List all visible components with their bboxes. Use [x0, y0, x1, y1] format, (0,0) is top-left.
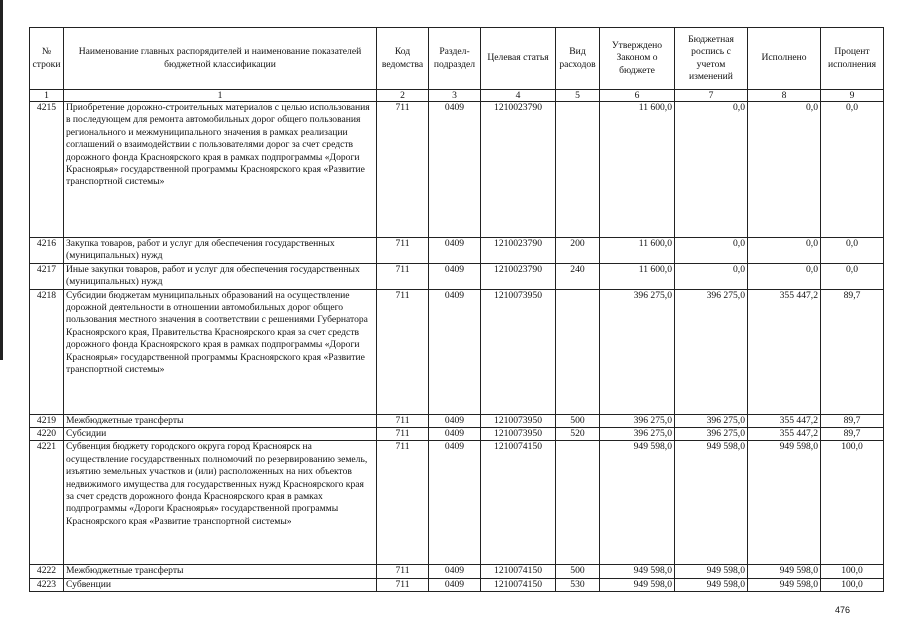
row-expense-type: 500 — [556, 414, 600, 427]
row-section: 0409 — [429, 441, 481, 565]
row-section: 0409 — [429, 289, 481, 414]
row-expense-type — [556, 289, 600, 414]
row-percent: 100,0 — [821, 565, 884, 578]
row-number: 4223 — [30, 578, 64, 591]
header-section: Раздел-подраздел — [429, 28, 481, 90]
table-row — [30, 428, 884, 441]
row-dept-code: 711 — [377, 263, 429, 289]
row-expense-type: 530 — [556, 578, 600, 591]
row-name: Субсидии — [64, 428, 377, 441]
row-number: 4216 — [30, 238, 64, 264]
header-percent: Процент исполнения — [821, 28, 884, 90]
row-percent: 89,7 — [821, 428, 884, 441]
row-expense-type: 200 — [556, 238, 600, 264]
row-executed: 949 598,0 — [748, 578, 821, 591]
row-name: Закупка товаров, работ и услуг для обеспечения государственных (муниципальных) нужд — [64, 238, 377, 264]
row-budget-list: 949 598,0 — [675, 565, 748, 578]
row-number: 4220 — [30, 428, 64, 441]
row-budget-list: 949 598,0 — [675, 578, 748, 591]
column-number: 9 — [821, 90, 884, 102]
row-budget-list: 0,0 — [675, 102, 748, 238]
row-percent: 89,7 — [821, 414, 884, 427]
header-budget-list: Бюджетная роспись с учетом изменений — [675, 28, 748, 90]
row-target: 1210023790 — [481, 102, 556, 238]
row-executed: 949 598,0 — [748, 441, 821, 565]
table-row — [30, 102, 884, 238]
column-number: 2 — [377, 90, 429, 102]
row-section: 0409 — [429, 238, 481, 264]
row-section: 0409 — [429, 428, 481, 441]
row-section: 0409 — [429, 102, 481, 238]
row-dept-code: 711 — [377, 441, 429, 565]
row-target: 1210074150 — [481, 578, 556, 591]
row-executed: 0,0 — [748, 102, 821, 238]
table-row — [30, 565, 884, 578]
row-dept-code: 711 — [377, 102, 429, 238]
table-row — [30, 289, 884, 414]
row-approved: 396 275,0 — [600, 428, 675, 441]
column-number: 1 — [30, 90, 64, 102]
scan-edge-bar — [0, 0, 3, 360]
budget-table — [29, 27, 884, 592]
row-approved: 396 275,0 — [600, 414, 675, 427]
row-budget-list: 0,0 — [675, 263, 748, 289]
header-target: Целевая статья — [481, 28, 556, 90]
table-row — [30, 441, 884, 565]
row-budget-list: 949 598,0 — [675, 441, 748, 565]
row-number: 4219 — [30, 414, 64, 427]
row-dept-code: 711 — [377, 414, 429, 427]
row-budget-list: 396 275,0 — [675, 428, 748, 441]
row-executed: 355 447,2 — [748, 289, 821, 414]
row-target: 1210023790 — [481, 263, 556, 289]
header-executed: Исполнено — [748, 28, 821, 90]
row-approved: 11 600,0 — [600, 263, 675, 289]
row-approved: 11 600,0 — [600, 238, 675, 264]
row-dept-code: 711 — [377, 578, 429, 591]
row-name: Субвенция бюджету городского округа город Красноярск на осуществление государственных полномочий по резервированию земель, изъятию земельных участков и (или) расположенных на них объектов недвижимого имущества для государственных нужд Красноярского края за счет средств дорожного фонда Красноярского края в рамках подпрограммы «Дороги Красноярья» государственной программы Красноярского края «Развитие транспортной системы» — [64, 441, 377, 565]
row-executed: 0,0 — [748, 238, 821, 264]
row-target: 1210074150 — [481, 441, 556, 565]
row-number: 4215 — [30, 102, 64, 238]
row-section: 0409 — [429, 578, 481, 591]
row-target: 1210074150 — [481, 565, 556, 578]
row-percent: 100,0 — [821, 441, 884, 565]
row-number: 4222 — [30, 565, 64, 578]
row-name: Субсидии бюджетам муниципальных образований на осуществление дорожной деятельности в отношении автомобильных дорог общего пользования местного значения в соответствии с решениями Губернатора Красноярского края, Правительства Красноярского края за счет средств дорожного фонда Красноярского края в рамках подпрограммы «Дороги Красноярья» государственной программы Красноярского края «Развитие транспортной системы» — [64, 289, 377, 414]
row-percent: 89,7 — [821, 289, 884, 414]
row-target: 1210073950 — [481, 414, 556, 427]
row-target: 1210073950 — [481, 289, 556, 414]
row-approved: 949 598,0 — [600, 578, 675, 591]
row-executed: 355 447,2 — [748, 414, 821, 427]
row-percent: 0,0 — [821, 263, 884, 289]
header-name: Наименование главных распорядителей и наименование показателей бюджетной классификации — [64, 28, 377, 90]
row-name: Иные закупки товаров, работ и услуг для обеспечения государственных (муниципальных) нужд — [64, 263, 377, 289]
row-percent: 0,0 — [821, 238, 884, 264]
row-target: 1210023790 — [481, 238, 556, 264]
column-number: 8 — [748, 90, 821, 102]
column-number: 3 — [429, 90, 481, 102]
row-executed: 949 598,0 — [748, 565, 821, 578]
row-executed: 355 447,2 — [748, 428, 821, 441]
column-number: 1 — [64, 90, 377, 102]
table-row — [30, 414, 884, 427]
row-target: 1210073950 — [481, 428, 556, 441]
row-number: 4218 — [30, 289, 64, 414]
row-expense-type: 500 — [556, 565, 600, 578]
row-budget-list: 396 275,0 — [675, 289, 748, 414]
header-row-no: № строки — [30, 28, 64, 90]
row-expense-type: 240 — [556, 263, 600, 289]
column-number: 7 — [675, 90, 748, 102]
row-dept-code: 711 — [377, 289, 429, 414]
row-number: 4217 — [30, 263, 64, 289]
column-number-row — [30, 90, 884, 102]
column-number: 6 — [600, 90, 675, 102]
header-approved: Утверждено Законом о бюджете — [600, 28, 675, 90]
column-number: 4 — [481, 90, 556, 102]
row-percent: 100,0 — [821, 578, 884, 591]
column-number: 5 — [556, 90, 600, 102]
header-dept-code: Код ведомства — [377, 28, 429, 90]
row-name: Межбюджетные трансферты — [64, 565, 377, 578]
row-expense-type — [556, 441, 600, 565]
row-dept-code: 711 — [377, 238, 429, 264]
header-row — [30, 28, 884, 90]
page-number: 476 — [834, 605, 850, 615]
row-name: Приобретение дорожно-строительных материалов с целью использования в последующем для ремонта автомобильных дорог общего пользования регионального и межмуниципального значения в рамках реализации соглашений о взаимодействии с пользователями дорог за счет средств дорожного фонда Красноярского края в рамках подпрограммы «Дороги Красноярья» государственной программы Красноярского края «Развитие транспортной системы» — [64, 102, 377, 238]
row-dept-code: 711 — [377, 565, 429, 578]
row-executed: 0,0 — [748, 263, 821, 289]
row-dept-code: 711 — [377, 428, 429, 441]
row-budget-list: 0,0 — [675, 238, 748, 264]
row-name: Межбюджетные трансферты — [64, 414, 377, 427]
row-section: 0409 — [429, 263, 481, 289]
row-approved: 396 275,0 — [600, 289, 675, 414]
row-number: 4221 — [30, 441, 64, 565]
table-row — [30, 578, 884, 591]
row-approved: 949 598,0 — [600, 441, 675, 565]
row-percent: 0,0 — [821, 102, 884, 238]
table-row — [30, 238, 884, 264]
header-expense-type: Вид расходов — [556, 28, 600, 90]
table-row — [30, 263, 884, 289]
row-approved: 949 598,0 — [600, 565, 675, 578]
row-section: 0409 — [429, 414, 481, 427]
row-budget-list: 396 275,0 — [675, 414, 748, 427]
row-name: Субвенции — [64, 578, 377, 591]
row-approved: 11 600,0 — [600, 102, 675, 238]
row-expense-type — [556, 102, 600, 238]
row-section: 0409 — [429, 565, 481, 578]
row-expense-type: 520 — [556, 428, 600, 441]
